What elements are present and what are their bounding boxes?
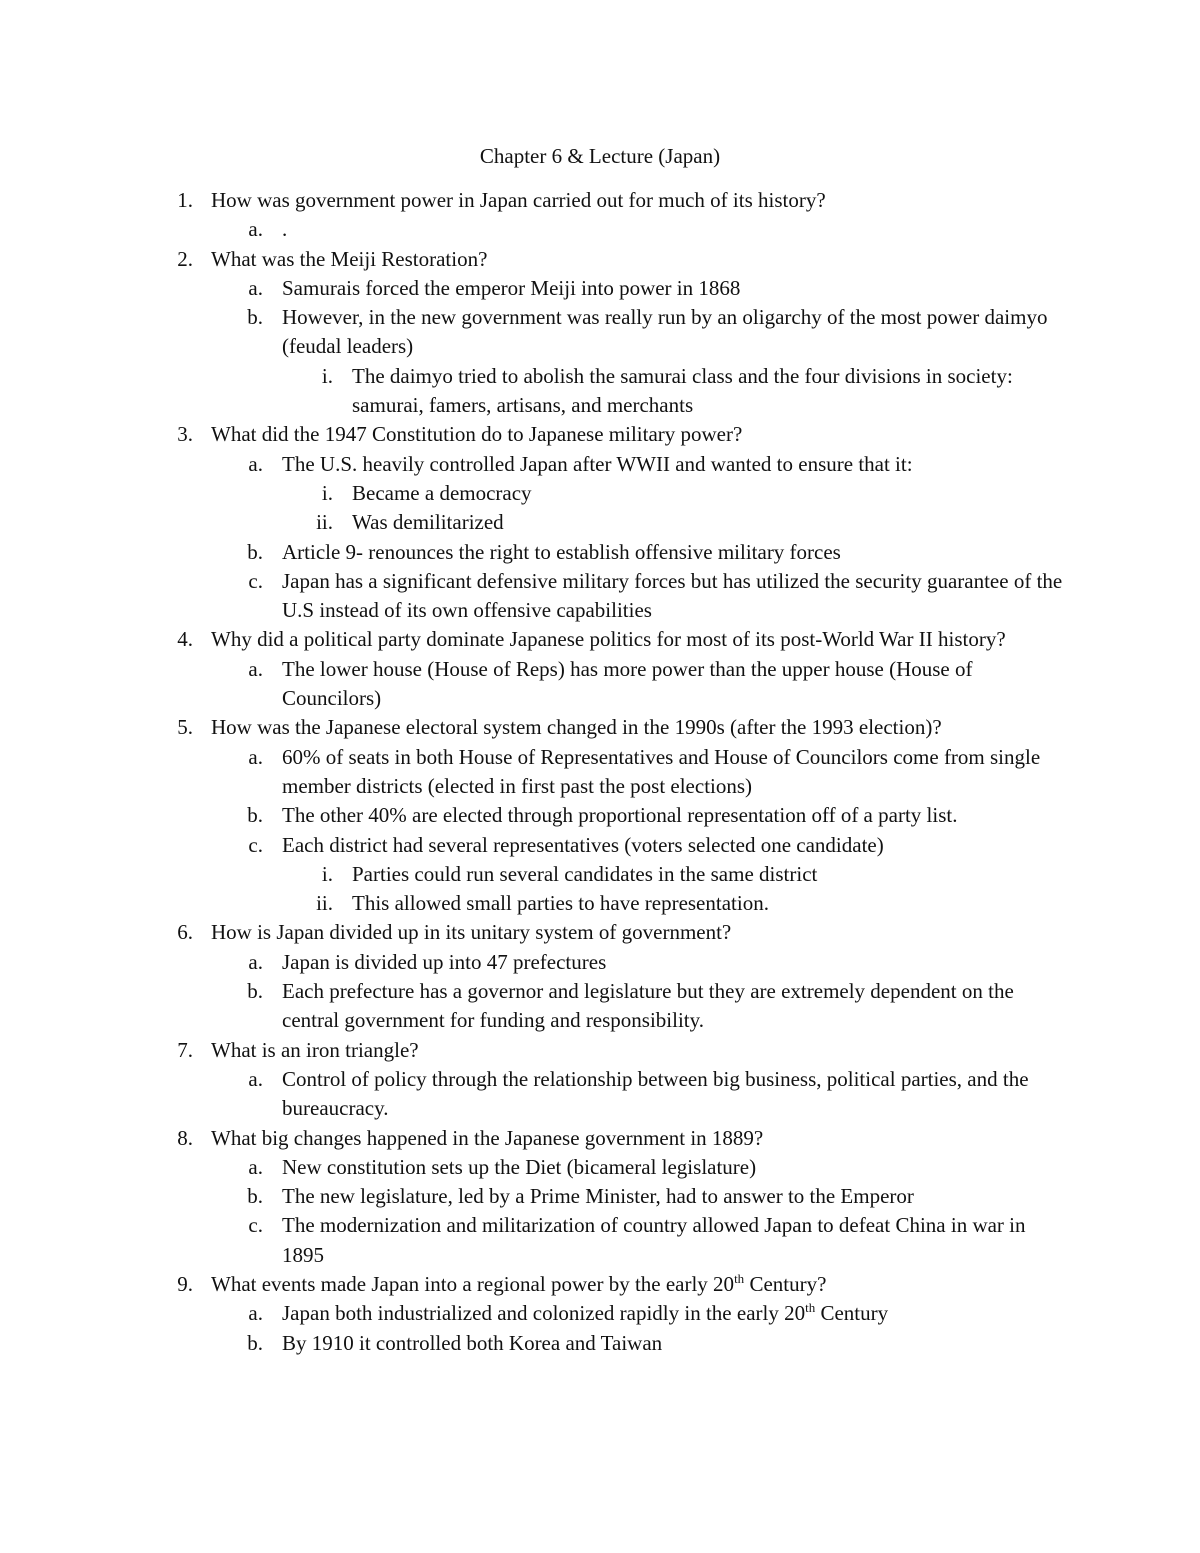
sub-item [0,508,1200,537]
answer-item [0,655,1200,714]
answer-text: New constitution sets up the Diet (bicameral legislature) [282,1154,757,1179]
sub-text: This allowed small parties to have representation. [352,891,769,916]
answer-text: The new legislature, led by a Prime Minister, had to answer to the Emperor [282,1184,914,1209]
sub-text: Became a democracy [352,480,532,505]
answer-item [0,948,1200,977]
answer-text: The modernization and militarization of country allowed Japan to defeat China in war in 1895 [282,1213,1026,1267]
answer-text: Article 9- renounces the right to establish offensive military forces [282,539,841,564]
answer-item [0,1153,1200,1182]
answer-text: 60% of seats in both House of Representatives and House of Councilors come from single member districts (elected in first past the post elections) [282,744,1041,798]
answer-label: c. [248,1213,263,1238]
question-number: 2. [177,246,193,271]
answer-item [0,274,1200,303]
sub-label: i. [321,363,333,388]
question-number: 1. [177,188,193,212]
question-number: 7. [177,1037,193,1062]
question-item [0,625,1200,654]
answer-item [0,1329,1200,1358]
answer-text: Japan is divided up into 47 prefectures [282,949,607,974]
answer-label: b. [247,1330,263,1355]
question-item [0,1036,1200,1065]
answer-text: Control of policy through the relationship between big business, political parties, and the bureaucracy. [282,1066,1029,1121]
question-item [0,1270,1200,1299]
question-text: What big changes happened in the Japanese government in 1889? [211,1125,764,1150]
question-item [0,713,1200,742]
answer-text: By 1910 it controlled both Korea and Taiwan [282,1330,663,1355]
answer-item [0,977,1200,1036]
answer-label: b. [247,1184,263,1209]
question-item [0,245,1200,274]
answer-text: The U.S. heavily controlled Japan after WWII and wanted to ensure that it: [282,451,913,476]
answer-text: The lower house (House of Reps) has more power than the upper house (House of Councilors) [282,656,973,711]
sub-item [0,362,1200,421]
sub-label: i. [321,861,333,886]
sub-text: Parties could run several candidates in the same district [352,861,818,886]
question-text: What is an iron triangle? [211,1037,419,1062]
question-text: What did the 1947 Constitution do to Japanese military power? [211,422,743,447]
answer-item [0,450,1200,479]
document-title: Chapter 6 & Lecture (Japan) [479,144,721,168]
answer-item [0,1065,1200,1124]
answer-label: b. [247,539,263,564]
question-item [0,420,1200,449]
question-item [0,918,1200,947]
answer-text: Japan has a significant defensive military forces but has utilized the security guarantee of the U.S instead of its own offensive capabilities [282,568,1063,623]
sub-text: Was demilitarized [352,510,504,535]
answer-label: a. [248,217,263,242]
sub-item [0,860,1200,889]
question-number: 8. [177,1125,193,1150]
answer-item [0,567,1200,626]
sub-label: i. [321,480,333,505]
superscript: th [805,1300,816,1316]
question-text: How was government power in Japan carried out for much of its history? [211,188,826,212]
answer-label: b. [247,803,263,828]
answer-item [0,1299,1200,1328]
answer-label: a. [248,275,263,300]
answer-label: b. [247,979,263,1004]
sub-text: The daimyo tried to abolish the samurai class and the four divisions in society: samurai, famers, artisans, and merchants [352,363,1013,418]
answer-text-part: Century [815,1301,889,1326]
answer-item [0,303,1200,362]
question-text: How is Japan divided up in its unitary system of government? [211,920,732,945]
question-text: What was the Meiji Restoration? [211,246,488,271]
answer-text: The other 40% are elected through proportional representation off of a party list. [282,803,958,828]
question-list [0,186,1200,1358]
superscript: th [734,1270,745,1286]
answer-label: a. [248,1154,263,1179]
question-text: Why did a political party dominate Japanese politics for most of its post-World War II history? [211,627,1006,652]
answer-item [0,215,1200,244]
answer-label: a. [248,451,263,476]
question-number: 4. [177,627,193,652]
answer-label: a. [248,1066,263,1091]
answer-text-part: Japan both industrialized and colonized rapidly in the early 20 [282,1301,806,1326]
question-item [0,186,1200,215]
answer-label: a. [248,744,263,769]
sub-item [0,889,1200,918]
answer-text: Each district had several representatives (voters selected one candidate) [282,832,884,857]
question-number: 9. [177,1271,193,1296]
sub-item [0,479,1200,508]
answer-item [0,538,1200,567]
question-number: 3. [177,422,193,447]
question-text [211,1270,1071,1299]
answer-item [0,1182,1200,1211]
answer-label: b. [247,305,263,330]
question-number: 6. [177,920,193,945]
answer-text: Each prefecture has a governor and legislature but they are extremely dependent on the central government for funding and responsibility. [282,979,1014,1033]
question-text-part: Century? [744,1271,827,1296]
question-number: 5. [177,715,193,740]
answer-item [0,1211,1200,1270]
answer-item [0,801,1200,830]
answer-label: c. [248,568,263,593]
answer-label: c. [248,832,263,857]
answer-text: However, in the new government was really run by an oligarchy of the most power daimyo (feudal leaders) [282,305,1048,359]
answer-item [0,831,1200,860]
answer-text: Samurais forced the emperor Meiji into power in 1868 [282,275,741,300]
answer-text [282,1299,1072,1328]
question-text-part: What events made Japan into a regional power by the early 20 [211,1271,735,1296]
sub-label: ii. [316,891,333,916]
answer-label: a. [248,656,263,681]
question-text: How was the Japanese electoral system changed in the 1990s (after the 1993 election)? [211,715,942,740]
answer-text: . [282,217,288,242]
sub-label: ii. [316,510,333,535]
answer-item [0,743,1200,802]
question-item [0,1124,1200,1153]
answer-label: a. [248,1301,263,1326]
answer-label: a. [248,949,263,974]
